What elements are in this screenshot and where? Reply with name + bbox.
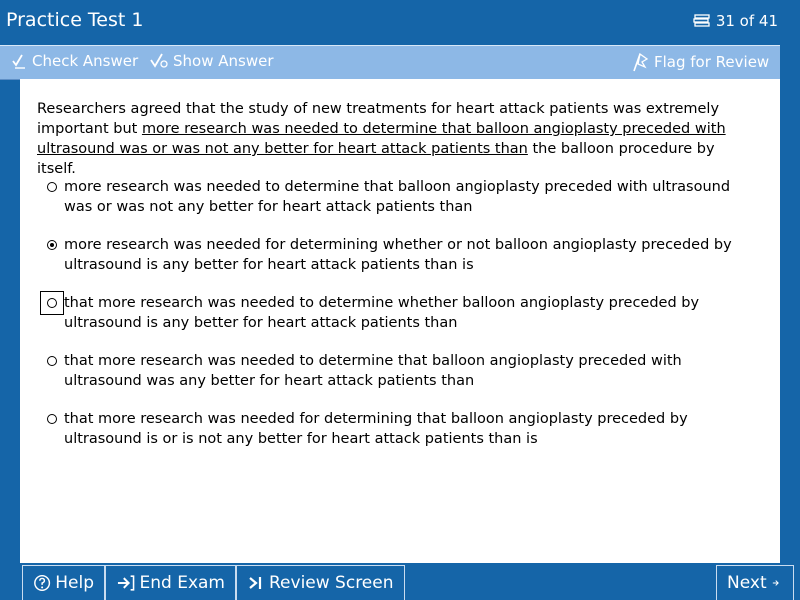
answer-option-1[interactable] bbox=[40, 177, 760, 217]
stem-text-after: the balloon procedure by itself. bbox=[37, 141, 715, 177]
question-panel bbox=[20, 79, 780, 563]
radio-selected-dot bbox=[50, 243, 54, 247]
next-button[interactable] bbox=[716, 565, 794, 600]
answer-option-text: more research was needed for determining whether or not balloon angioplasty preceded by ultrasound is any better for heart attack patients than is bbox=[64, 237, 732, 273]
answer-option-2[interactable] bbox=[40, 235, 760, 275]
radio-button-5[interactable] bbox=[40, 407, 64, 431]
show-answer-icon bbox=[149, 52, 169, 70]
check-pencil-icon bbox=[10, 52, 28, 70]
answer-option-text: more research was needed to determine that balloon angioplasty preceded with ultrasound was or was not any better for heart attack patients than bbox=[64, 179, 731, 215]
question-stem bbox=[37, 99, 757, 179]
check-answer-label: Check Answer bbox=[32, 52, 139, 70]
page-title: Practice Test 1 bbox=[6, 9, 144, 31]
question-circle-icon bbox=[33, 573, 51, 593]
answer-option-4[interactable] bbox=[40, 351, 760, 391]
question-counter-text: 31 of 41 bbox=[715, 12, 778, 30]
answer-option-text: that more research was needed for determining that balloon angioplasty preceded by ultrasound is or is not any better for heart attack patients than is bbox=[64, 411, 688, 447]
stem-underlined-text: more research was needed to determine that balloon angioplasty preceded with ultrasound was or was not any better for heart attack patients than bbox=[37, 121, 726, 157]
radio-button-1[interactable] bbox=[40, 175, 64, 199]
question-counter bbox=[693, 12, 778, 30]
stem-text-before: Researchers agreed that the study of new treatments for heart attack patients was extremely important but bbox=[37, 101, 720, 137]
show-answer-label: Show Answer bbox=[173, 52, 274, 70]
answer-option-3[interactable] bbox=[40, 293, 760, 333]
right-arrow-icon bbox=[772, 574, 779, 592]
review-screen-button[interactable] bbox=[236, 565, 405, 600]
next-label: Next bbox=[727, 573, 767, 593]
show-answer-button[interactable] bbox=[149, 52, 274, 70]
flag-for-review-label: Flag for Review bbox=[654, 53, 770, 71]
answer-option-text: that more research was needed to determine whether balloon angioplasty preceded by ultrasound is any better for heart attack patients than bbox=[64, 295, 700, 331]
answer-option-5[interactable] bbox=[40, 409, 760, 449]
bottom-bar bbox=[0, 563, 800, 600]
check-answer-button[interactable] bbox=[10, 52, 138, 70]
review-screen-label: Review Screen bbox=[269, 573, 394, 593]
title-bar bbox=[0, 0, 800, 45]
question-stack-icon bbox=[693, 14, 711, 28]
review-arrow-icon bbox=[247, 574, 265, 592]
toolbar bbox=[0, 45, 780, 80]
exit-arrow-icon bbox=[116, 574, 136, 592]
end-exam-button[interactable] bbox=[105, 565, 236, 600]
radio-button-4[interactable] bbox=[40, 349, 64, 373]
help-button[interactable] bbox=[22, 565, 105, 600]
answer-option-text: that more research was needed to determine that balloon angioplasty preceded with ultrasound was any better for heart attack patients than bbox=[64, 353, 682, 389]
radio-button-2[interactable] bbox=[40, 233, 64, 257]
end-exam-label: End Exam bbox=[139, 573, 225, 593]
radio-button-3[interactable] bbox=[40, 291, 64, 315]
flag-icon bbox=[630, 52, 650, 72]
help-label: Help bbox=[55, 573, 94, 593]
flag-for-review-button[interactable] bbox=[630, 52, 769, 72]
